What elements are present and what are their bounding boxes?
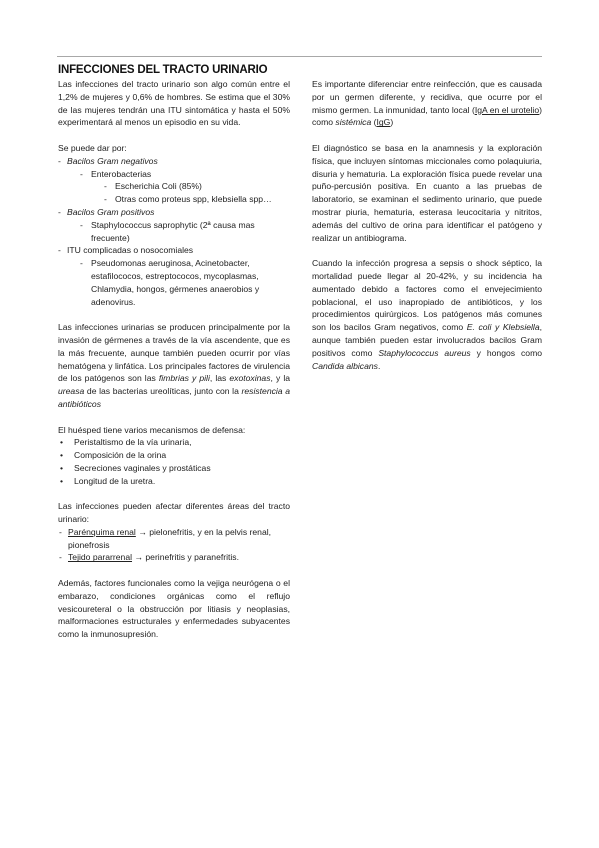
sepsis-paragraph: Cuando la infección progresa a sepsis o shock séptico, la mortalidad puede llegar al 20-42%, y su incidencia ha aumentado debido a factores como el envejecimiento poblacional, el uso inapropiado de antibióticos, y los procedimientos quirúrgicos. Los patógenos más comunes son los bacilos Gram negativos, como E. coli y Klebsiella, aunque también pueden estar involucrados bacilos Gram positivos como Staphylococcus aureus y hongos como Candida albicans. [312, 258, 543, 371]
list-item: - Parénquima renal → pielonefritis, y en la pelvis renal, pionefrosis [58, 526, 290, 552]
areas-list [58, 526, 290, 564]
list-item: • Composición de la orina [58, 449, 290, 462]
list-item: - Tejido pararrenal → perinefritis y paranefritis. [58, 551, 290, 564]
list-item: - Bacilos Gram negativos [58, 155, 290, 168]
list-item: • Longitud de la uretra. [58, 475, 290, 488]
intro-paragraph: Las infecciones del tracto urinario son algo común entre el 1,2% de mujeres y 0,6% de hombres. Se estima que el 30% de las mujeres tendrán una ITU sintomática y hasta el 50% experimentará al menos un episodio en su vida. [58, 79, 290, 128]
list-item: • Secreciones vaginales y prostáticas [58, 462, 290, 475]
left-column [58, 63, 290, 641]
defense-list [58, 436, 290, 487]
causes-list [58, 155, 290, 309]
diagnosis-paragraph: El diagnóstico se basa en la anamnesis y la exploración física, que incluyen síntomas miccionales como polaquiuria, disuria y hematuria. La exploración física puede revelar una puño-percusión positiva. En cuanto a las pruebas de laboratorio, se examinan el sedimento urinario, que puede mostrar piuria, hematuria, esterasa leucocitaria y nitritos, además del cultivo de orina para identificar el patógeno y realizar un antibiograma. [312, 142, 542, 243]
list-item: - Otras como proteus spp, klebsiella spp… [58, 193, 290, 206]
list-item: - ITU complicadas o nosocomiales [58, 244, 290, 257]
header-rule [57, 56, 542, 57]
list-item: - Pseudomonas aeruginosa, Acinetobacter, estafilococos, estreptococos, mycoplasmas, Chlamydia, hongos, gérmenes anaerobios y adenovirus. [58, 257, 290, 308]
pathogenesis-paragraph: Las infecciones urinarias se producen principalmente por la invasión de gérmenes a través de la vía ascendente, que es la más frecuente, aunque también pueden ocurrir por vías hematógena y linfática. Los principales factores de virulencia de los patógenos son las fimbrias y pili, las exotoxinas, y la ureasa de las bacterias ureolíticas, junto con la resistencia a antibióticos [58, 322, 291, 409]
right-column [312, 78, 542, 372]
list-item: - Enterobacterias [58, 168, 290, 181]
list-item: - Escherichia Coli (85%) [58, 180, 290, 193]
host-defense-intro: El huésped tiene varios mecanismos de defensa: [58, 424, 246, 435]
factors-paragraph: Además, factores funcionales como la vejiga neurógena o el embarazo, condiciones orgánicas como el reflujo vesicoureteral o la obstrucción por litiasis y neoplasias, malformaciones estructurales y enfermedades subyacentes como la inmunosupresión. [58, 578, 290, 640]
page-title: INFECCIONES DEL TRACTO URINARIO [58, 64, 268, 76]
list-item: • Peristaltismo de la vía urinaria, [58, 436, 290, 449]
causes-intro: Se puede dar por: [58, 142, 127, 153]
reinfection-paragraph: Es importante diferenciar entre reinfección, que es causada por un germen diferente, y recidiva, que ocurre por el mismo germen. La inmunidad, tanto local (IgA en el urotelio) como sistémica (IgG) [312, 79, 542, 128]
list-item: - Staphylococcus saprophytic (2ª causa mas frecuente) [58, 219, 290, 245]
areas-intro: Las infecciones pueden afectar diferentes áreas del tracto urinario: [58, 501, 290, 525]
list-item: - Bacilos Gram positivos [58, 206, 290, 219]
